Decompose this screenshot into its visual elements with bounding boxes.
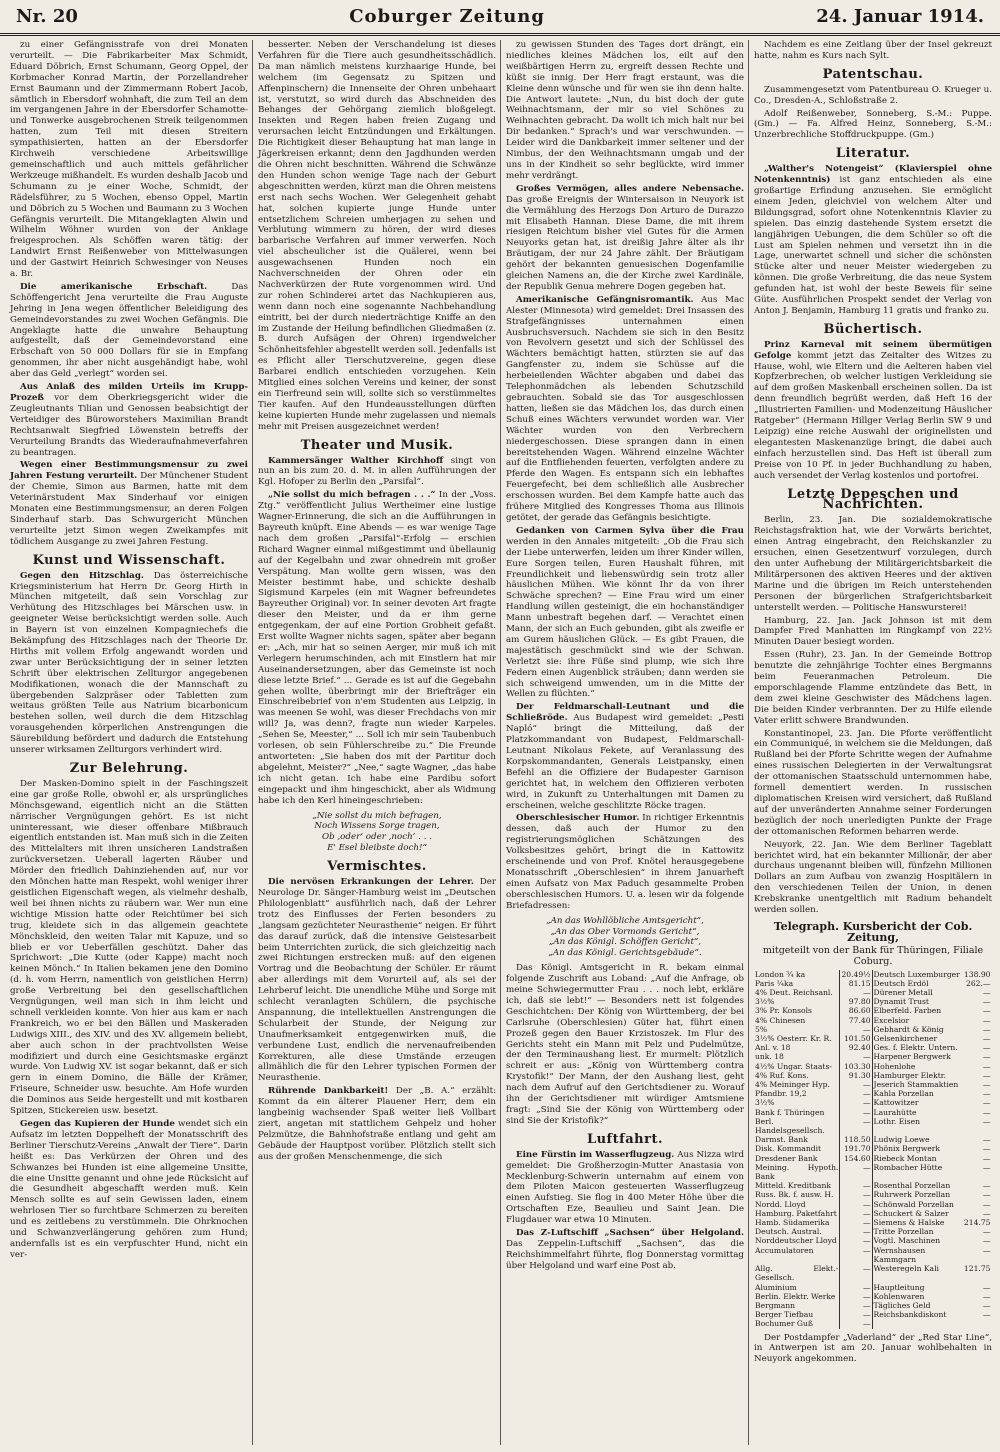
kurs-name: Mitteld. Kreditbank: [755, 1181, 831, 1191]
kurs-name: Anl. v. 18: [755, 1043, 791, 1053]
kurs-name: 3% Pr. Konsols: [755, 1006, 812, 1016]
kurs-name: Gebhardt & König: [873, 1024, 944, 1034]
kurs-name: Disk. Kommandit: [755, 1144, 822, 1154]
kurs-value: 214.75: [963, 1218, 991, 1228]
article-text: Das Zeppelin-Luftschiff „Sachsen“, das die Reichshimmelfahrt führte, flog Donnerstag vormittag über Helgoland und warf eine Post ab.: [506, 1238, 744, 1271]
article-heading: Der Feldmarschall-Leutnant und die Schließröde.: [506, 702, 744, 724]
kurs-name: 3½%: [755, 997, 775, 1007]
address-line: „An das Wohllöbliche Amtsgericht“,: [546, 915, 704, 926]
poem-line: E' Esel bleibste doch!“: [327, 843, 427, 854]
kurs-row: [754, 970, 992, 979]
kurs-name: 4% Meininger Hyp.: [755, 1080, 830, 1090]
kurs-name: Hamburger Elektr.: [873, 1070, 947, 1080]
kurs-row: [754, 1154, 992, 1163]
kurs-value: 154.60: [840, 1154, 872, 1163]
kurs-row: [754, 1135, 992, 1144]
kurs-value: —: [840, 1209, 872, 1218]
kurs-value: —: [840, 1117, 872, 1135]
kurs-value: —: [982, 1291, 991, 1301]
kursbericht-subheading: mitgeteilt von der Bank für Thüringen, Filiale Coburg.: [762, 944, 984, 967]
kurs-row: [754, 1209, 992, 1218]
kurs-value: —: [982, 1043, 991, 1053]
kurs-value: —: [840, 1246, 872, 1264]
kurs-value: —: [982, 1199, 991, 1209]
section-heading-patentschau: Patentschau.: [822, 66, 924, 82]
article-heading: Kammersänger Walther Kirchhoff: [268, 455, 444, 466]
kurs-value: 97.80: [840, 997, 872, 1006]
kurs-value: —: [840, 1025, 872, 1034]
article-text: kommt jetzt das Zeitalter des Witzes zu Hause, wohl, wie Eltern und die Aelteren haben viel Kopfzerbrechen, ob welcher lustigen Verkleidung sie auf dem großen Maskenball erscheinen sollen. Da ist denn freundlich begrüßt werden, daß Heft 16 der „Illustrierten Familien- und Modenzeitung Häuslicher Ratgeber“ (Hermann Hillger Verlag Berlin SW 9 und Leipzig) eine reiche Auswahl der originellsten und elegantesten Maskenanzüge bringt, die dabei auch einfach herzustellen sind. Das Heft ist überall zum Preise von 10 Pf. in jeder Buchhandlung zu haben, auch versendet der Verlag kostenlos und portofrei.: [754, 350, 993, 481]
kurs-name: Berlin. Elektr. Werke: [755, 1291, 836, 1301]
kurs-value: —: [982, 1208, 991, 1218]
kurs-row: [754, 1089, 992, 1098]
article-text: Der Neurologe Dr. Sänger-Hamburg weist im „Deutschen Philologenblatt“ ausführlich nach, daß der Lehrer trotz des Einflusses der Ferien besonders zu „langsam gezüchteter Neurasthenie“ neigen. Er führt das darauf zurück, daß die intensive Geistesarbeit beim Unterrichten zurück, die sich gleichzeitig nach zwei Richtungen erstrecken muß: auf den eigenen Vortrag und die Beobachtung der Schüler. Er räumt aber allerdings mit dem Vorurteil auf, als sei der Lehrberuf leicht. Die unendliche Mühe und Sorge mit schlecht veranlagten Schülern, die psychische Anspannung, die intellektuellen Anstrengungen die Schularbeit der Stunde, der Neigung zur Unaufmerksamkeit entgegenwirken muß, die verbundene Lust, endlich die nervenaufreibenden Korrekturen, alle diese Umstände erzeugen allmählich die für den Lehrer typischen Formen der Neurasthenie.: [258, 877, 496, 1084]
kurs-name: Darmst. Bank: [755, 1135, 808, 1145]
article-heading: Eine Fürstin im Wasserflugzeug.: [516, 1149, 675, 1160]
kurs-row: [754, 997, 992, 1006]
kurs-name: Bergmann: [755, 1300, 796, 1310]
kurs-value: —: [982, 1015, 991, 1025]
article-text: besserter. Neben der Verschandelung ist dieses Verfahren für die Tiere auch gesundheitsschädlich. Da man nämlich meistens kurzhaarige Hunde, bei welchem (im Gegensatz zu Spitzen und Affenpinschern) die Innenseite der Ohren unbehaart ist, verstutzt, so wird durch das Abschneiden des Behanges der Gehörgang ziemlich bloßgelegt. Insekten und Regen haben freien Zugang und verursachen leicht Entzündungen und Erkältungen. Die Richtigkeit dieser Behauptung hat man lange in Jägerkreisen erkannt; denn den Jagdhunden werden die Ohren nicht beschnitten. Während die Schwänze den Hunden schon wenige Tage nach der Geburt abgeschnitten werden, kürzt man die Ohren meistens erst nach sechs Wochen. Wer Gelegenheit gehabt hat, solchen kupierte junge Hunde unter entsetzlichem Schreien umherjagen zu sehen und Verblutung wimmern zu hören, der wird dieses barbarische Verfahren auf immer verwerfen. Noch viel abscheulicher ist die Quälerei, wenn bei ausgewachsenen Hunden noch ein Nachverschneiden der Ohren oder ein Nachverkürzen der Rute vorgenommen wird. Und zur rohen Schinderei artet das Nachkupieren aus, wenn dann noch eine sogenannte Nachbehandlung eintritt, bei der durch niederträchtige Kniffe an den im Zustande der Heilung befindlichen Gliedmaßen (z. B. durch Aufsägen der Ohren) irgendwelcher Schönheitsfehler abgestellt werden soll. Jedenfalls ist es Pflicht aller Tierschutzvereine, gegen diese Barbarei endlich entschieden vorzugehen. Kein Mitglied eines solchen Vereins und keiner, der sonst ein Tierfreund sein will, sollte sich so verstümmeltes Tier kaufen. Auf den Hundeausstellungen dürften keine kupierten Hunde mehr zugelassen und niemals mehr mit Preisen ausgezeichnet werden!: [258, 40, 496, 432]
kurs-name: Russ. Bk. f. ausw. H.: [755, 1190, 834, 1200]
kurs-name: Hauptleitung: [873, 1282, 925, 1292]
kurs-value: —: [982, 988, 991, 997]
issue-date: 24. Januar 1914.: [816, 6, 984, 27]
kurs-name: Paris ¼ka: [755, 978, 794, 988]
masthead: [0, 0, 1000, 36]
kurs-name: Hohenlohe: [873, 1061, 916, 1071]
article-text: Nachdem es eine Zeitlang über der Insel gekreuzt hatte, nahm es Kurs nach Sylt.: [754, 40, 992, 61]
kurs-name: Ludwig Loewe: [873, 1135, 930, 1145]
article-text: Der „B. A.“ erzählt: Kommt da ein älterer Plauener Herr, dem ein langbeinig wachsender Spaß weiter ließ Vollbart ziert, angetan mit stattlichem Gehpelz und hoher Pelzmütze, die Bahnhofstraße entlang und geht am Gebäude der Hauptpost vorüber. Plötzlich stellt sich aus der großen Menschenmenge, die sich: [258, 1086, 496, 1162]
kurs-name: Westeregeln Kali: [873, 1264, 939, 1274]
kurs-value: —: [840, 1190, 872, 1199]
kurs-name: Deutsch. Austral.: [755, 1227, 822, 1237]
kurs-name: Phönix Bergwerk: [873, 1144, 940, 1154]
kurs-value: —: [840, 1227, 872, 1236]
kurs-row: [754, 1236, 992, 1245]
section-heading-depeschen: Letzte Depeschen und Nachrichten.: [787, 486, 959, 513]
poem-line: Ob ‚oder‘ oder ‚noch‘ . . .: [321, 832, 433, 843]
address-line: „An das Königl. Schöffen Gericht“,: [548, 937, 702, 948]
kurs-row: [754, 1181, 992, 1190]
article-text: Aus Mac Alester (Minnesota) wird gemeldet: Drei Insassen des Strafgefängnisses unternahmen einen Ausbruchsversuch. Nachdem sie sich in den Besitz von Revolvern gesetzt und sich der Schlüssel des Wächters bemächtigt hatten, stürzten sie auf das Gangfenster zu, indem sie Schüsse auf die herbeieilenden Wächter abgaben und dabei das Telephonmädchen als lebenden Schutzschild gebrauchten. Sobald sie das Tor ausgeschlossen hatten, ließen sie das Mädchen los, das durch einen Schuß eines Wächters verwundet worden war. Vier Wächter wurden von den Verbrechern niedergeschossen. Diese sprangen dann in einen bereitstehenden Wagen. Während einzelne Wächter auf die Entfliehenden feuerten, verfolgten andere zu Pferde den Wagen. Es entspann sich ein lebhaftes Feuergefecht, bei dem schließlich alle Ausbrecher erschossen wurden. Bei dem Kampfe hatte auch das frühere Mitglied des Kongresses Thoma aus Illinois getötet, der gerade das Gefängnis besichtigte.: [506, 294, 745, 523]
kurs-value: —: [982, 1282, 991, 1292]
kurs-value: —: [982, 1061, 991, 1071]
kurs-value: 262.—: [965, 978, 991, 988]
kurs-value: 191.70: [840, 1144, 872, 1153]
article-text: ist ganz entschieden als eine großartige Erfindung anzusehen. Sie ermöglicht einem Jeden, gleichviel von welchem Alter und Bildungsgrad, sofort ohne Notenkenntnis Klavier zu spielen. Das einzig dastehende System ersetzt die langjährigen Uebungen, die dem Schüler so oft die Lust am Spielen nehmen und versetzt ihn in die Lage, unerwartet schnell und sicher die schönsten Stücke alter und neuer Meister wiedergeben zu können. Die große Verbreitung, die das neue System gefunden hat, ist wohl der beste Beweis für seine Güte. Ausführlichen Prospekt sendet der Verlag von Anton J. Benjamin, Hamburg 11 gratis und franko zu.: [754, 175, 993, 316]
kurs-name: Dresdener Bank: [755, 1153, 818, 1163]
kurs-value: 81.15: [840, 979, 872, 988]
article-heading: Prinz Karneval mit seinem übermütigen Gefolge: [754, 339, 992, 361]
article-text: singt von nun an bis zum 20. d. M. in allen Aufführungen der Kgl. Hofoper zu Berlin den „Parsifal“.: [258, 455, 496, 488]
kurs-name: 4½% Ungar. Staats-: [755, 1061, 832, 1071]
article-text: Der Postdampfer „Vaderland“ der „Red Star Line“, in Antwerpen ist am 20. Januar wohlbehalten in Neuyork angekommen.: [754, 1332, 992, 1365]
kurs-name: Reichsbankdiskont: [873, 1310, 947, 1320]
kurs-row: [754, 1080, 992, 1089]
kurs-value: —: [840, 1098, 872, 1107]
kurs-value: —: [982, 1089, 991, 1099]
kursbericht-table: [754, 970, 992, 1329]
kurs-value: —: [840, 1181, 872, 1190]
kurs-row: [754, 1227, 992, 1236]
issue-number: Nr. 20: [16, 6, 78, 27]
kurs-name: Lothr. Eisen: [873, 1116, 920, 1126]
article-heading: Die nervösen Erkrankungen der Lehrer.: [268, 877, 474, 888]
kurs-row: [754, 1016, 992, 1025]
kurs-row: [754, 1025, 992, 1034]
column-2: [254, 40, 500, 1448]
article-text: Aus Budapest wird gemeldet: „Pesti Napló“ bringt die Mitteilung, daß der Platzkommandant von Budapest, Feldmarschall-Leutnant Nikolaus Fekete, auf Veranlassung des Korpskommandanten, Generals Leistpansky, einen Befehl an die Offiziere der Budapester Garnison gerichtet hat, in welchem den Offizieren verboten wird, in Zukunft zu Unterhaltungen mit Damen zu erscheinen, welche geschlitzte Röcke tragen.: [506, 713, 744, 811]
kurs-row: [754, 1006, 992, 1015]
kurs-value: —: [840, 1200, 872, 1209]
article-heading: „Walther's Notengeist“ (Klavierspiel ohne Notenkenntnis): [754, 164, 992, 186]
kurs-value: —: [840, 1052, 872, 1061]
kurs-row: [754, 1098, 992, 1107]
kurs-name: Rosenthal Porzellan: [873, 1181, 951, 1191]
kurs-name: Hamburg. Paketfahrt: [755, 1208, 837, 1218]
kurs-name: Vogtl. Maschinen: [873, 1236, 941, 1246]
kurs-name: Deutsch Luxemburger: [873, 969, 960, 979]
kurs-name: Siemens & Halske: [873, 1218, 945, 1228]
kurs-value: —: [840, 1264, 872, 1282]
kurs-value: —: [840, 1301, 872, 1310]
kurs-name: London ¾ ka: [755, 969, 806, 979]
kurs-row: [754, 1246, 992, 1264]
address-line: „An das Ober Vormonds Gericht“,: [550, 926, 700, 937]
kurs-value: 92.40: [840, 1043, 872, 1052]
kurs-name: Schuckert & Salzer: [873, 1208, 949, 1218]
address-list: [506, 916, 744, 960]
article-text: Das Königl. Amtsgericht in R. bekam einmal folgende Zuschrift aus Loband: „Auf die Anfrage, ob meine Schwiegermutter Frau . . . noch lebt, erkläre ich, daß sie lebt!“ — Besonders nett ist folgendes Geschichtchen: Der König von Württemberg, der bei Carlsruhe (Oberschlesien) Güter hat, führt einen Prozeß gegen den Bauer Krzistoszek. Im Flur des Gerichts steht ein Mann mit Pelz und Pudelmütze, der den Terminaushang liest. Er murmelt: Plötzlich schreit er aus: „König von Württemberg contra Krystofik!“ Der Mann, der den Aushang liest, geht nach dem Aufruf auf den Gerichtsdiener zu. Worauf ihn der Gerichtsdiener mit würdiger Amtsmiene fragt: „Sind Sie der König von Württemberg oder sind Sie der Kristofik?“: [506, 963, 744, 1126]
kurs-value: 121.75: [963, 1264, 991, 1274]
kurs-value: 101.50: [840, 1034, 872, 1043]
article-heading: Gedanken von Carmen Sylva über die Frau: [516, 525, 744, 536]
kurs-name: Excelsior: [873, 1015, 910, 1025]
kurs-value: —: [840, 1163, 872, 1181]
kurs-value: 91.30: [840, 1071, 872, 1080]
poem-line: Noch Wissens Sorge tragen,: [314, 821, 440, 832]
kurs-value: —: [982, 1236, 991, 1246]
article-heading: Großes Vermögen, alles andere Nebensache.: [516, 183, 744, 194]
article-text: Adolf Reißenweber, Sonneberg, S.-M.: Puppe. (Gm.) — Fa. Alfred Heinz, Sonneberg, S.-M.: Unzerbrechliche Stoffdruckpuppe. (Gm.): [754, 108, 992, 141]
kurs-value: —: [840, 1283, 872, 1292]
kurs-name: Schönwald Porzellan: [873, 1199, 954, 1209]
kurs-name: Kohlenwaren: [873, 1291, 925, 1301]
kurs-value: —: [840, 1292, 872, 1301]
article-text: Berlin, 23. Jan. Die sozialdemokratische Reichstagsfraktion hat, wie der Vorwärts berichtet, einen Antrag eingebracht, den Reichskanzler zu ersuchen, einen Gesetzentwurf vorzulegen, durch den unter Aufhebung der Militärgerichtsbarkeit die Militärpersonen des aktiven Heeres und der aktiven Marine und die übrigen im Reich unterstehenden Personen der bürgerlichen Strafgerichtsbarkeit unterstellt werden. — Politische Hanswursterei!: [754, 515, 992, 613]
article-text: Das österreichische Kriegsministerium hat Herrn Dr. Georg Hirth in München mitgeteilt, daß sein Vorschlag zur Verhütung des Hitzschlages bei Märschen usw. in geeigneter Weise berücksichtigt werden solle. Auch in Bayern ist von einzelnen Kompagniechefs die Bekämpfung des Hitzschlages nach der Theorie Dr. Hirths mit vollem Erfolg angewandt worden und zwar unter Berücksichtigung der in seiner letzten Schrift über elektrischen Zellturgor angegebenen Modifikationen, wonach die der Mannschaft zu übergebenden Salzpräser oder Tabletten zum weitaus größten Teile aus Natrium bicarbonicum bestehen sollen, weil durch die dem Hitzschlag vorausgehenden körperlichen Anstrengungen die Säurebildung befördert und dadurch die Entstehung unserer wirksamen Zellturgors verhindert wird.: [10, 570, 248, 756]
kurs-value: —: [982, 1162, 991, 1172]
section-heading-belehrung: Zur Belehrung.: [69, 761, 189, 776]
kurs-value: —: [840, 1236, 872, 1245]
article-heading: Gegen den Hitzschlag.: [20, 570, 144, 581]
kurs-row: [754, 1283, 992, 1292]
kurs-value: —: [982, 1070, 991, 1080]
kurs-value: —: [982, 1135, 991, 1145]
article-text: zu gewissen Stunden des Tages dort drängt, ein niedliches kleines Mädchen los, eilt auf den weißbärtigen Herrn zu, ergreift dessen Rechte und küßt sie innig. Der Herr fragt erstaunt, was die Kleine denn wünsche und für wen sie ihn denn halte. Die Antwort lautete: „Nun, du bist doch der gute Weihnachtsmann, der mir so viel Schönes zu Weihnachten gebracht. Da wollt ich mich halt nur bei Dir bedanken.“ Sprach's und war verschwunden. — Leider wird die Dankbarkeit immer seltener und der Nimbus, der den Weihnachtsmann umgab und der uns in der Kindheit so sehr beglückte, wird immer mehr verdrängt.: [506, 40, 744, 181]
kurs-value: —: [982, 1190, 991, 1200]
kurs-name: Berger Tiefbau: [755, 1310, 814, 1320]
kurs-name: 3½%: [755, 1098, 775, 1108]
kurs-value: —: [982, 1310, 991, 1320]
section-heading-vermischtes: Vermischtes.: [327, 859, 427, 875]
kurs-value: —: [982, 1080, 991, 1090]
kurs-value: —: [840, 1310, 872, 1319]
article-text: wendet sich ein Aufsatz im letzten Doppelheft der Monatsschrift des Berliner Tierschutz-Vereins „Anwalt der Tiere“. Darin heißt es: Das Verkürzen der Ohren und des Schwanzes bei Hunden ist eine allgemeine Unsitte, die eine Unsitte genannt und ohne jede Rücksicht auf die Gesundheit abgeschafft werden muß. Kein Mensch sollte es auf sein Gewissen laden, einem wehrlosen Tier so furchtbare Schmerzen zu bereiten und es zeitlebens zu verstümmeln. Die Ohrknochen und Schwanzverlängerung gehören zum Hund; andernfalls ist es ein verpfuschter Hund, nicht ein ver-: [10, 1119, 248, 1260]
kurs-name: Norddeutscher Lloyd: [755, 1236, 837, 1246]
kurs-value: 118.50: [840, 1135, 872, 1144]
kurs-value: —: [982, 997, 991, 1007]
kurs-row: [754, 979, 992, 988]
kurs-name: Pfandbr. 19,2: [755, 1089, 807, 1099]
kurs-value: 86.60: [840, 1006, 872, 1015]
kurs-name: Kahla Porzellan: [873, 1089, 934, 1099]
article-heading: Aus Anlaß des milden Urteils im Krupp-Prozeß: [10, 382, 248, 403]
kurs-name: Tägliches Geld: [873, 1300, 931, 1310]
article-heading: „Nie sollst du mich befragen . . .“: [268, 490, 436, 501]
section-heading-literatur: Literatur.: [835, 146, 911, 162]
kurs-row: [754, 1292, 992, 1301]
article-text: In der „Voss. Ztg.“ veröffentlicht Julius Wertheimer eine lustige Wagner-Erinnerung, die sich an die Aufführungen in Bayreuth knüpft. Eine Abends — es war wenige Tage nach dem großen „Parsifal“-Erfolg — erschien Richard Wagner einmal mißgestimmt und übellaunig auf der Kegelbahn und zwar ohnedrein mit großer Verspätung. Man wollte gern wissen, was den Meister bestimmt habe, und schickte deshalb Sigismund Karpeles (ein mit Wagner befreundetes Bayreuther Original) vor. In seiner devoten Art fragte dieser den Meister, und da er ihm gerne entgegenkam, der auf eine Portion Grobheit gefaßt. Erst wollte Wagner nichts sagen, später aber begann er: „Ach, mir hat so seinen Aerger, mir muß ich mit Verlegern herumschinden, ach mit Einstlern hat mir Auseinandersetzungen, aber das Gemeinste ist noch diese letzte Brief.“ ... Gerade es ist auf die Gegebahn gehen wollte, überbringt mir der Briefträger ein Einschreibebrief von n'em Studenten aus Leipzig, in was meenen Se wohl, was dieser Frechdachs von mir will? Ja, was denn?, fragte nun wieder Karpeles. „Sehen Se, Meester,“ ... Soll ich mir sein Taubenbuch vorlesen, ob sein Fühlerschreibe zu.“ Die Freunde antworteten: „Sie haben dos mit der Partitur doch abgelehnt, Meister?“ „Nee,“ sagte Wagner, „das habe ich nicht getan. Ich habe eine Pardibu sofort eingepackt und ihm hingeschickt, aber als Widmung habe ich den Kerl hineingeschrieben:: [258, 490, 496, 806]
kurs-value: —: [982, 1300, 991, 1310]
article-text: Essen (Ruhr), 23. Jan. In der Gemeinde Bottrop benutzte die zehnjährige Tochter eines Bergmanns beim Feueranmachen Petroleum. Die emporschlagende Flamme entzündete das Bett, in dem zwei kleine Geschwister des Mädchens lagen. Die beiden Kinder verbrannten. Der zu Hilfe eilende Vater erlitt schwere Brandwunden.: [754, 650, 992, 726]
kurs-name: Ruhrwerk Porzellan: [873, 1190, 951, 1200]
kurs-row: [754, 1071, 992, 1080]
kurs-value: —: [982, 1116, 991, 1126]
section-heading-luftfahrt: Luftfahrt.: [586, 1131, 664, 1147]
kurs-value: —: [982, 1024, 991, 1034]
kurs-name: Deutsch Erdöl: [873, 978, 929, 988]
kurs-value: —: [982, 1227, 991, 1237]
kurs-row: [754, 1043, 992, 1052]
kurs-name: 4% Deut. Reichsanl.: [755, 988, 833, 997]
column-rule: [252, 40, 253, 1445]
column-3: [502, 40, 748, 1448]
poem: [258, 811, 496, 855]
kurs-row: [754, 1062, 992, 1071]
kurs-value: 103.30: [840, 1062, 872, 1071]
kurs-name: Dürener Metall: [873, 988, 933, 997]
kurs-name: Bank f. Thüringen: [755, 1107, 825, 1117]
kurs-row: [754, 1108, 992, 1117]
kurs-row: [754, 1052, 992, 1061]
kurs-name: 4% Chinesen: [755, 1015, 806, 1025]
kurs-value: —: [840, 1319, 872, 1328]
kurs-value: —: [982, 1144, 991, 1154]
kurs-name: Meining. Hypoth. Bank: [755, 1162, 839, 1182]
column-rule: [500, 40, 501, 1445]
kurs-value: —: [840, 1089, 872, 1098]
article-heading: Die amerikanische Erbschaft.: [20, 281, 208, 292]
kurs-row: [754, 1190, 992, 1199]
column-4: [750, 40, 996, 1448]
kurs-name: Hamb. Südamerika: [755, 1218, 830, 1228]
newspaper-title: Coburger Zeitung: [349, 6, 545, 27]
section-heading-buechertisch: Büchertisch.: [823, 321, 923, 337]
poem-line: „Nie sollst du mich befragen,: [312, 810, 442, 821]
kurs-name: Harpener Bergwerk: [873, 1052, 951, 1062]
article-text: werden in den Annales mitgeteilt: „Ob die Frau sich der Liebe unterwerfen, leiden um ihrer Kinder willen, Eure Sorgen teilen, Euren Haushalt führen, mit Freundlichkeit und liebenswürdig sein trotz aller häuslichen Mühen. Wie könnt Ihr da von ihrer Schwäche sprechen? — Eine Frau wird um einer Handlung willen gesteinigt, die ein hochanständiger Mann unbestraft begehen darf. — Verachtet einen Mann, der sich an Euch gebunden, gibt als zweifle er am Gurem häuslichen Glück. — Es gibt Frauen, die majestätisch geschmückt sind wie der Schwan. Verletzt sie: ihre Füße sind plump, wie sich ihre Federn einen Augenblick sträuben; dann werden sie sich schweigend umwenden, um in die Mitte der Wellen zu flüchten.“: [506, 536, 744, 700]
kurs-name: 3½% Oesterr. Kr. R.: [755, 1034, 832, 1044]
kurs-name: Riebeck Montan: [873, 1153, 937, 1163]
kurs-value: —: [982, 1052, 991, 1062]
kurs-name: Berl. Handelsgesellsch.: [755, 1116, 825, 1136]
kurs-value: —: [840, 1218, 872, 1227]
kurs-name: Kattowitzer: [873, 1098, 919, 1108]
section-heading-theater: Theater und Musik.: [300, 437, 454, 453]
article-heading: Oberschlesischer Humor.: [516, 813, 640, 824]
article-text: Aus Nizza wird gemeldet: Die Großherzogin-Mutter Anastasia von Mecklenburg-Schwerin unternahm auf einem von dem Piloten Maicon gesteuerten Wasserflugzeug einen Aufstieg. Sie flog in 400 Meter Höhe über die Ortschaften Eze, Beaulieu und Saint Jean. Die Flugdauer war etwa 10 Minuten.: [506, 1149, 745, 1226]
address-line: „An das Königl. Gerichtsgebäude“.: [548, 948, 702, 959]
kurs-value: —: [840, 988, 872, 997]
article-text: Das Schöffengericht Jena verurteilte die Frau Auguste Jehring in Jena wegen öffentlicher Beleidigung des Gemeindevorstandes zu zwei Wochen Gefängnis. Die Angeklagte hatte die unwahre Behauptung aufgestellt, daß der Gemeindevorstand eine Erbschaft von 50 000 Dollars für sie in Empfang genommen, ihr aber nicht ausgehändigt habe, wohl aber das Geld „verlegt“ worden sei.: [10, 281, 248, 380]
article-text: Konstantinopel, 23. Jan. Die Pforte veröffentlicht ein Communiqué, in welchem sie die Meldungen, daß Rußland bei der Pforte Schritte wegen der Aufnahme eines russischen Delegierten in der Verwaltungsrat der ottomanischen Staatsschuld unternommen habe, formell dementiert werden. In russischen diplomatischen Kreisen wird versichert, daß Rußland auf der unveränderten Annahme seiner Forderungen bezüglich der noch unerledigten Punkte der Frage der ottomanischen Reformen beharren werde.: [754, 728, 992, 837]
kurs-row: [754, 1144, 992, 1153]
kurs-name: Rombacher Hütte: [873, 1162, 943, 1172]
kurs-value: —: [982, 1181, 991, 1191]
kurs-name: Bochumer Guß: [755, 1319, 813, 1329]
kurs-value: 20.49½: [841, 969, 871, 979]
kurs-row: [754, 1117, 992, 1135]
kursbericht-heading: Telegraph. Kursbericht der Cob. Zeitung,: [773, 919, 973, 944]
kurs-name: Aluminium: [755, 1282, 797, 1292]
kurs-name: Accumulatoren: [755, 1245, 814, 1255]
kurs-row: [754, 1200, 992, 1209]
section-heading-kunst: Kunst und Wissenschaft.: [32, 552, 226, 568]
kurs-row: [754, 988, 992, 997]
kurs-name: 5%: [755, 1024, 768, 1034]
kurs-name: 4% Ruf. Kons.: [755, 1070, 809, 1080]
kurs-value: —: [982, 1245, 991, 1255]
kurs-value: —: [982, 1098, 991, 1108]
kurs-row: [754, 1163, 992, 1181]
kurs-name: Allg. Elekt.-Gesellsch.: [755, 1264, 839, 1283]
kurs-row: [754, 1218, 992, 1227]
kurs-name: Laurahütte: [873, 1107, 917, 1117]
article-text: Der Münchener Student der Chemie, Simon aus Barmen, hatte mit dem Veterinärstudent Max Sinderhauf vor einigen Monaten eine Bestimmungsmensur, an deren Folgen Sinderhauf starb. Das Schwurgericht München verurteilte jetzt Simon wegen Zweikampfes mit tödlichem Ausgange zu zwei Jahren Festung.: [10, 471, 249, 547]
article-heading: Rührende Dankbarkeit!: [268, 1086, 389, 1097]
article-text: Das große Ereignis der Wintersaison in Neuyork ist die Vermählung des Herzogs Don Arturo de Durazzo mit Elisabeth Hannan. Diese Dame, die mit ihrem riesigen Reichtum bisher viel Gutes für die Armen Neuyorks getan hat, ist dreißig Jahre älter als ihr Bräutigam, der nur 24 Jahre zählt. Der Bräutigam gehört der bekannten genuesischen Dogenfamilie gleichen Namens an, die der Kirche zwei Kardinäle, der Republik Genua mehrere Dogen gegeben hat.: [506, 194, 744, 292]
kurs-value: 138.90: [963, 969, 991, 979]
article-text: Der Masken-Domino spielt in der Faschingszeit eine gar große Rolle, obwohl er, als ursprüngliches Mönchsgewand, eigentlich nicht an die Stätten närrischer Vergnügungen gehört. Es ist nicht uninteressant, wie dieser offenbare Mißbrauch eigentlich entstanden ist. Man muß sich in die Zeiten des Mittelalters mit ihren unsicheren Landstraßen zurückversetzen. Ueberall lagerten Räuber und Mörder den friedlich Dahinziehenden auf, nur vor den Mönchen hatte man Respekt, wohl weniger ihrer geistlichen Eigenschaft wegen, als vielmehr deshalb, weil bei ihnen nichts zu räubern war. Wer nun eine wichtige Mission hatte oder Reichtümer bei sich trug, kleidete sich in das allgemein geachtete Mönchskleid, den weiten Talar mit Kapuze, und so blieb er vor Ueberfällen geschützt. Daher das Sprichwort: „Die Kutte (oder Kappe) macht noch keinen Mönch.“ In Italien bekamen jene den Domino (d. h. vom Herrn, namentlich von geistlichen Herrn) große Verbreitung bei den gesellschaftlichen Vergnügungen, weil man sich in ihm leicht und schnell verkleiden konnte. Von hier aus kam er nach Frankreich, wo er bei den Bällen und Maskeraden Ludwigs XIII., des XIV. und des XV. allgemein beliebt, aber auch schon in der prachtvollsten Weise modifiziert und durch eine Gesichtsmaske ergänzt wurde. Von Ludwig XV. ist sogar bekannt, daß er sich gern in einem Domino, die Bälle der Krämer, Friseure, Schneider usw. besuchte. Am Hofe wurden die Dominos aus Seide hergestellt und mit kostbaren Spitzen, Stickereien usw. besetzt.: [10, 778, 248, 1117]
kurs-name: Dynamit Trust: [873, 997, 929, 1007]
kurs-name: Jeserich Stammaktien: [873, 1080, 959, 1090]
article-heading: Amerikanische Gefängnisromantik.: [516, 294, 694, 305]
kurs-row: [754, 1319, 992, 1328]
kurs-row: [754, 1264, 992, 1282]
kurs-name: Wernshausen Kammgarn: [873, 1245, 926, 1264]
article-heading: Das Z-Luftschiff „Sachsen“ über Helgoland.: [516, 1228, 744, 1239]
kurs-name: [872, 1319, 963, 1328]
kurs-name: Ges. f. Elektr. Untern.: [873, 1043, 958, 1053]
article-text: vor dem Oberkriegsgericht wider die Zeugleutnants Tilian und Genossen beabsichtigt der Verteidiger des Büroworstehers Maximilian Brandt Rechtsanwalt Siegfried Löwenstein betreffs der Verurteilung Brandts das Wiederaufnahmeverfahren zu beantragen.: [10, 393, 248, 458]
kurs-value: —: [840, 1108, 872, 1117]
kurs-row: [754, 1301, 992, 1310]
kurs-value: —: [982, 1034, 991, 1044]
article-heading: Wegen einer Bestimmungsmensur zu zwei Jahren Festung verurteilt.: [10, 460, 248, 482]
kurs-value: —: [840, 1080, 872, 1089]
kurs-row: [754, 1310, 992, 1319]
kurs-name: Gelsenkirchener: [873, 1034, 938, 1044]
column-1: [6, 40, 252, 1448]
article-text: Neuyork, 22. Jan. Wie dem Berliner Tageblatt berichtet wird, hat ein bekannter Millionär, der aber durchaus ungenannt bleiben will, fünfzehn Millionen Dollars an zum Aufbau von zwanzig Hospitälern in den verschiedenen Teilen der Union, in denen Krebskranke unentgeltlich mit Radium behandelt werden sollen.: [754, 839, 992, 916]
kurs-value: —: [982, 1107, 991, 1117]
kurs-name: Elberfeld. Farben: [873, 1006, 942, 1016]
article-text: Hamburg, 22. Jan. Jack Johnson ist mit dem Dampfer Fred Manhatten im Ringkampf von 22½ Minuten Dauer besiegt worden.: [754, 615, 992, 648]
article-text: zu einer Gefängnisstrafe von drei Monaten verurteilt. — Die Fabrikarbeiter Max Schmidt, Eduard Döbrich, Ernst Schumann, Georg Oppel, der Korbmacher Konrad Martin, der Porzellandreher Ernst Baumann und der Zimmermann Robert Jacob, sämtlich in Ebersdorf wohnhaft, die zum Teil an dem im vergangenen Jahre in der Ebersdorfer Schamotte- und Tonwerke ausgebrochenen Streik teilgenommen hatten, zum Teil mit diesen Streitern sympathisierten, hatten an der Ebersdorfer Kirchweih verschiedene Arbeitswillige gemeinschaftlich und auch mittels gefährlicher Werkzeuge mißhandelt. Es wurden deshalb Jacob und Schumann zu je einer Woche, Schmidt, der Rädelsführer, zu 5 Wochen, ebenso Oppel, Martin und Döbrich zu 5 Wochen und Baumann zu 3 Wochen Gefängnis verurteilt. Die Mitangeklagten Alwin und Wilhelm Wöhner wurden von der Anklage freigesprochen. Als Schöffen waren tätig: der Landwirt Ernst Reißenweber von Mittelwasungen und der Gastwirt Heinrich Schwesinger von Neuses a. Br.: [10, 40, 248, 280]
article-text: Zusammengesetzt vom Patentbureau O. Krueger u. Co., Dresden-A., Schloßstraße 2.: [754, 84, 992, 106]
kurs-value: [963, 1319, 992, 1328]
kurs-row: [754, 1034, 992, 1043]
kurs-name: Nordd. Lloyd: [755, 1199, 806, 1209]
kurs-value: —: [982, 1153, 991, 1163]
article-heading: Gegen das Kupieren der Hunde: [20, 1119, 175, 1129]
kurs-name: Tritte Porzellan: [873, 1227, 934, 1237]
kurs-value: —: [982, 1006, 991, 1016]
kurs-name: unk. 18: [755, 1052, 784, 1062]
article-text: In richtiger Erkenntnis dessen, daß auch der Humor zu den registrierungsmöglichen Schätzungen des Volksbesitzes gehört, bringt die in Kattowitz erscheinende und von Prof. Knötel herausgegebene Monatsschrift „Oberschlesien“ in ihrem Januarheft einen Aufsatz von Max Paduch gesammelte Proben oberschlesischen Humors. U. a. lesen wir da folgende Briefadressen:: [506, 813, 745, 911]
column-rule: [748, 40, 749, 1445]
kurs-value: 77.40: [840, 1016, 872, 1025]
